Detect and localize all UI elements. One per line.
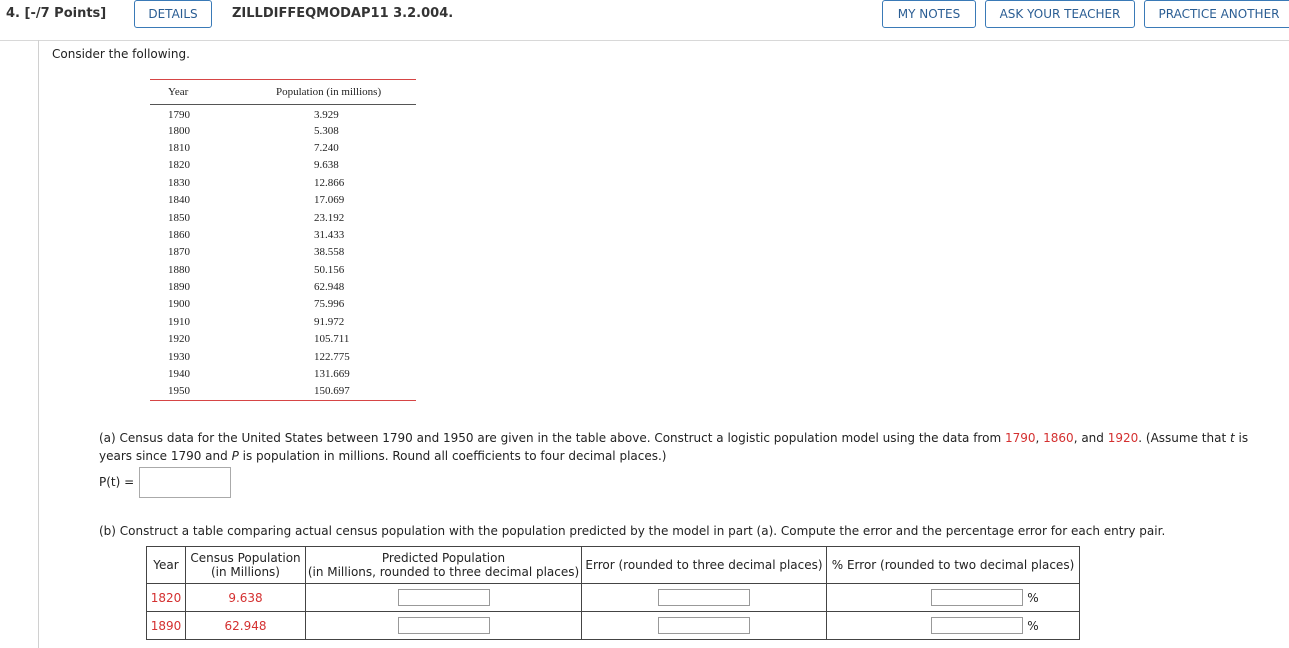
question-number: 4. [-/7 Points] [6, 6, 107, 21]
predicted-cell [306, 584, 582, 612]
details-button[interactable]: DETAILS [134, 0, 212, 28]
table-row [150, 296, 416, 313]
error-input[interactable] [658, 617, 750, 634]
year-1790: 1790 [1004, 431, 1036, 445]
year-1920: 1920 [1107, 431, 1139, 445]
table-row [150, 226, 416, 243]
pct-error-cell [827, 612, 1080, 640]
population-cell: 9.638 [314, 159, 339, 172]
table-row [150, 261, 416, 278]
percent-sign: % [1027, 618, 1039, 633]
table-row [150, 174, 416, 191]
table-row [150, 157, 416, 174]
ask-teacher-button[interactable]: ASK YOUR TEACHER [985, 0, 1135, 28]
header-year: Year [168, 86, 189, 98]
table-row [150, 105, 416, 122]
year-cell: 1940 [168, 368, 190, 381]
error-cell [582, 584, 827, 612]
year-cell: 1900 [168, 298, 190, 311]
table-row [150, 365, 416, 382]
table-row [147, 584, 1080, 612]
error-input[interactable] [658, 589, 750, 606]
p-of-t-label: P(t) = [99, 475, 135, 489]
year-cell: 1870 [168, 246, 190, 259]
year-cell: 1920 [168, 333, 190, 346]
left-divider [38, 40, 39, 648]
year-cell: 1950 [168, 385, 190, 398]
error-cell [582, 612, 827, 640]
predicted-input[interactable] [398, 617, 490, 634]
year-cell: 1830 [168, 176, 190, 189]
table-row [150, 331, 416, 348]
cmp-year: 1820 [147, 584, 186, 612]
cmp-header-pct-error: % Error (rounded to two decimal places) [827, 547, 1080, 584]
population-cell: 7.240 [314, 141, 339, 154]
population-cell: 5.308 [314, 124, 339, 137]
year-cell: 1790 [168, 109, 190, 122]
table-row [150, 122, 416, 139]
population-cell: 62.948 [314, 281, 345, 294]
cmp-header-error: Error (rounded to three decimal places) [582, 547, 827, 584]
cmp-header-census: Census Population (in Millions) [186, 547, 306, 584]
population-cell: 12.866 [314, 176, 345, 189]
population-cell: 105.711 [314, 333, 350, 346]
percent-sign: % [1027, 590, 1039, 605]
population-cell: 122.775 [314, 350, 350, 363]
table-row [150, 383, 416, 400]
question-header [0, 0, 1289, 41]
population-cell: 3.929 [314, 109, 339, 122]
cmp-census: 9.638 [186, 584, 306, 612]
pct-error-input[interactable] [931, 617, 1023, 634]
population-cell: 91.972 [314, 315, 345, 328]
population-cell: 50.156 [314, 263, 345, 276]
table-row [150, 348, 416, 365]
year-cell: 1890 [168, 281, 190, 294]
part-b-text: (b) Construct a table comparing actual census population with the population predicted by the model in part (a). Compute the error and the percentage error for each entry pair. [99, 524, 1166, 538]
year-cell: 1860 [168, 228, 190, 241]
comparison-table [146, 546, 1080, 640]
population-table-body [150, 105, 416, 401]
cmp-header-predicted: Predicted Population (in Millions, rounded to three decimal places) [306, 547, 582, 584]
population-table [150, 79, 416, 401]
population-cell: 131.669 [314, 368, 350, 381]
pct-error-input[interactable] [931, 589, 1023, 606]
pct-error-cell [827, 584, 1080, 612]
predicted-input[interactable] [398, 589, 490, 606]
year-cell: 1930 [168, 350, 190, 363]
table-row [150, 313, 416, 330]
intro-text: Consider the following. [52, 47, 190, 61]
year-cell: 1800 [168, 124, 190, 137]
population-cell: 75.996 [314, 298, 345, 311]
my-notes-button[interactable]: MY NOTES [882, 0, 976, 28]
table-row [150, 139, 416, 156]
table-row [150, 209, 416, 226]
table-row [150, 278, 416, 295]
year-cell: 1810 [168, 141, 190, 154]
cmp-year: 1890 [147, 612, 186, 640]
population-cell: 31.433 [314, 228, 345, 241]
cmp-census: 62.948 [186, 612, 306, 640]
practice-another-button[interactable]: PRACTICE ANOTHER [1144, 0, 1289, 28]
predicted-cell [306, 612, 582, 640]
year-cell: 1820 [168, 159, 190, 172]
table-row [147, 612, 1080, 640]
population-cell: 38.558 [314, 246, 345, 259]
population-cell: 150.697 [314, 385, 350, 398]
table-row [150, 244, 416, 261]
population-cell: 17.069 [314, 194, 345, 207]
year-cell: 1840 [168, 194, 190, 207]
table-row [150, 191, 416, 208]
year-1860: 1860 [1043, 431, 1074, 445]
population-cell: 23.192 [314, 211, 345, 224]
year-cell: 1850 [168, 211, 190, 224]
year-cell: 1880 [168, 263, 190, 276]
p-of-t-input[interactable] [139, 467, 231, 498]
header-population: Population (in millions) [276, 86, 382, 98]
cmp-header-year: Year [147, 547, 186, 584]
part-a-text: (a) Census data for the United States between 1790 and 1950 are given in the table above. Construct a logistic population model using the data from 1790, 1860, and 1920. (Assume that t is years since 1790 and P is population in millions. Round all coefficients to four decimal places.) [99, 431, 1249, 463]
year-cell: 1910 [168, 315, 190, 328]
question-id: ZILLDIFFEQMODAP11 3.2.004. [232, 6, 454, 21]
